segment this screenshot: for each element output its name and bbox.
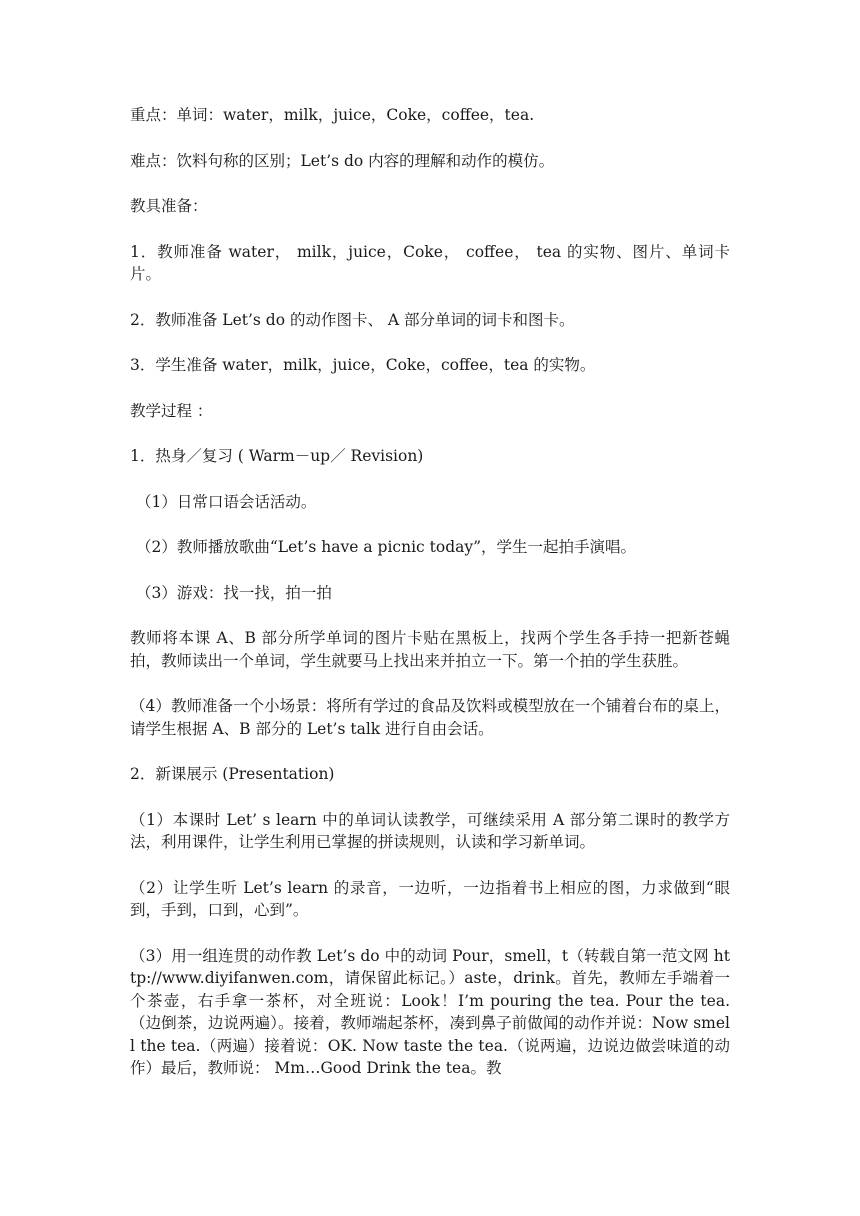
key-points-paragraph: 重点：单词：water，milk，juice，Coke，coffee，tea. xyxy=(130,106,535,124)
warmup-heading: 1．热身／复习 ( Warm－up／ Revision) xyxy=(130,447,424,465)
warmup-step-4: （4）教师准备一个小场景：将所有学过的食品及饮料或模型放在一个铺着台布的桌上，请学生根据 A、B 部分的 Let’s talk 进行自由会话。 xyxy=(130,697,730,738)
materials-item-2: 2．教师准备 Let’s do 的动作图卡、 A 部分单词的词卡和图卡。 xyxy=(130,310,575,329)
materials-item-3: 3．学生准备 water，milk，juice，Coke，coffee，tea 的实物。 xyxy=(130,356,596,374)
process-heading: 教学过程 ： xyxy=(130,401,213,420)
warmup-step-3: （3）游戏：找一找，拍一拍 xyxy=(136,583,332,602)
warmup-step-1: （1）日常口语会话活动。 xyxy=(136,492,317,511)
warmup-step-2: （2）教师播放歌曲“Let’s have a picnic today”，学生一起拍手演唱。 xyxy=(136,538,637,556)
presentation-step-2: （2）让学生听 Let’s learn 的录音，一边听，一边指着书上相应的图，力求做到“眼到，手到，口到，心到”。 xyxy=(130,878,730,919)
document-body xyxy=(130,104,730,1080)
game-description: 教师将本课 A、B 部分所学单词的图片卡贴在黑板上，找两个学生各手持一把新苍蝇拍，教师读出一个单词，学生就要马上找出来并拍立一下。第一个拍的学生获胜。 xyxy=(130,629,730,670)
materials-heading: 教具准备： xyxy=(130,197,208,215)
presentation-step-1: （1）本课时 Let’ s learn 中的单词认读教学，可继续采用 A 部分第二课时的教学方法，利用课件，让学生利用已掌握的拼读规则，认读和学习新单词。 xyxy=(130,810,730,851)
presentation-heading: 2．新课展示 (Presentation) xyxy=(130,765,335,783)
difficulties-paragraph: 难点：饮料句称的区别；Let’s do 内容的理解和动作的模仿。 xyxy=(130,151,555,170)
presentation-step-3: （3）用一组连贯的动作教 Let’s do 中的动词 Pour，smell，t（转载自第一范文网 http://www.diyifanwen.com，请保留此标记。）aste，drink。首先，教师左手端着一个茶壶，右手拿一茶杯，对全班说：Look！I’m pouring the tea. Pour the tea. （边倒茶，边说两遍）。接着，教师端起茶杯，凑到鼻子前做闻的动作并说：Now smell the tea.（两遍）接着说：OK. Now taste the tea.（说两遍，边说边做尝味道的动作）最后，教师说： Mm…Good Drink the tea。教 xyxy=(130,946,730,1077)
materials-item-1: 1．教师准备 water， milk，juice，Coke， coffee， tea 的实物、图片、单词卡片。 xyxy=(130,242,730,283)
